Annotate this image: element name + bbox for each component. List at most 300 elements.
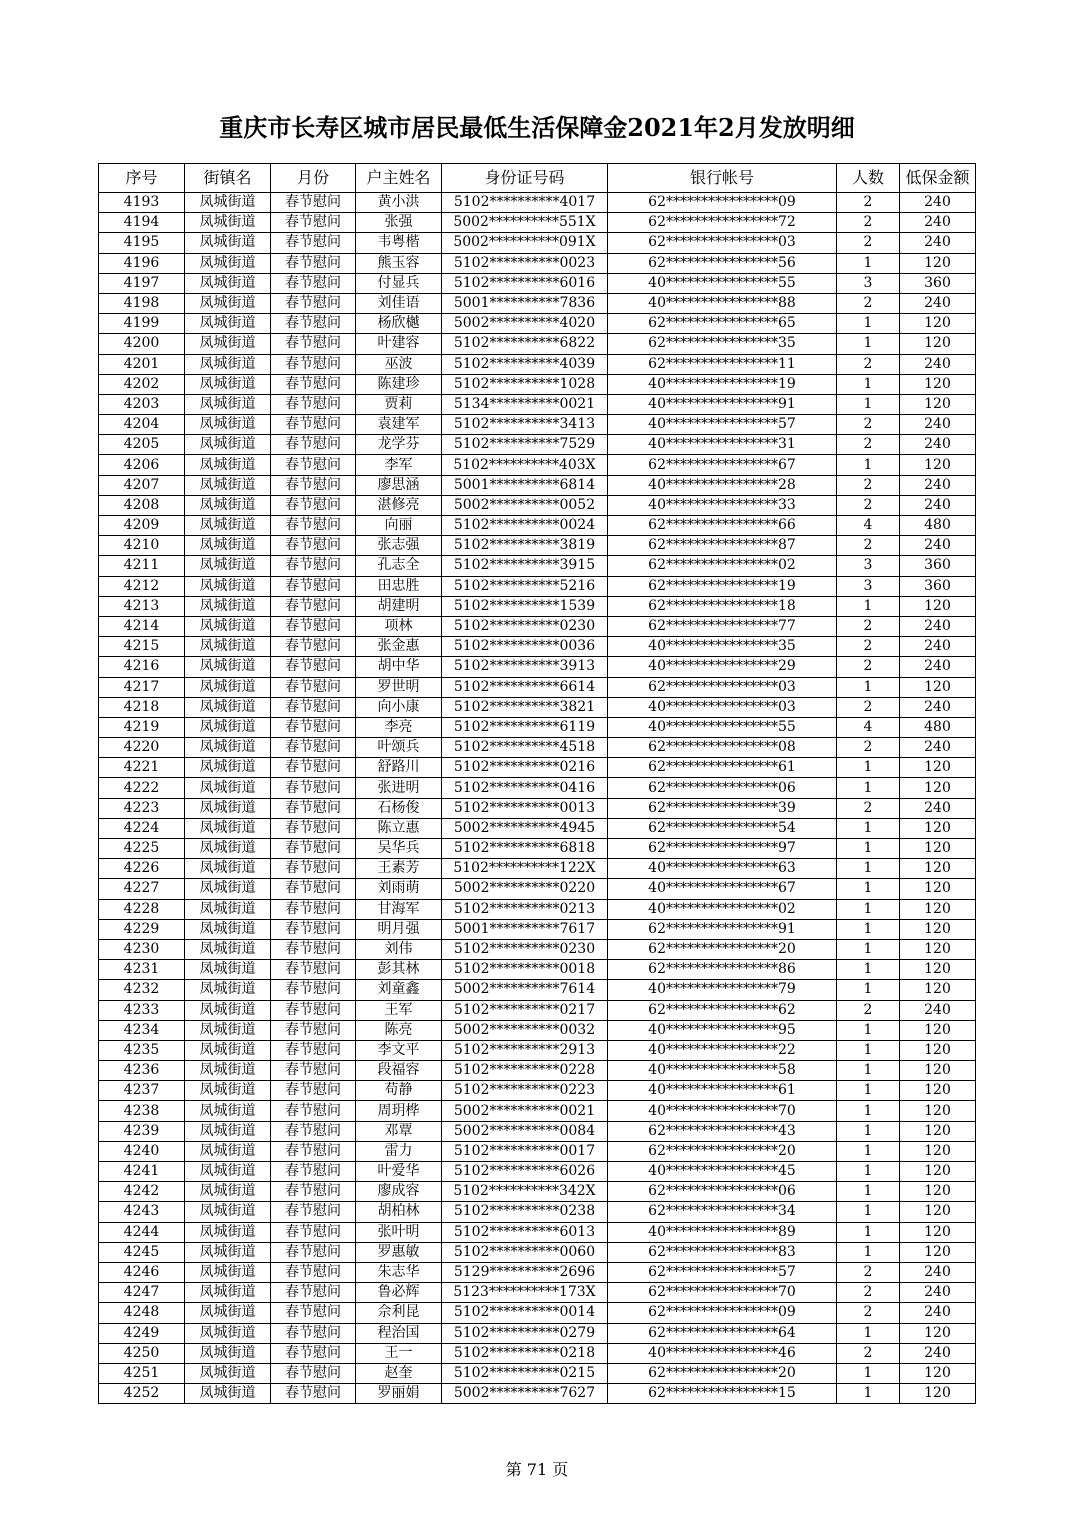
cell-people-count: 1 xyxy=(837,899,900,919)
cell-people-count: 2 xyxy=(837,697,900,717)
page-number: 第 71 页 xyxy=(505,1460,569,1479)
cell-amount: 120 xyxy=(900,1202,976,1222)
cell-householder: 张志强 xyxy=(356,536,442,556)
cell-id-number: 5102**********0217 xyxy=(442,1000,608,1020)
cell-serial: 4227 xyxy=(99,879,185,899)
cell-month: 春节慰问 xyxy=(271,354,356,374)
cell-people-count: 1 xyxy=(837,980,900,1000)
cell-id-number: 5102**********122X xyxy=(442,859,608,879)
cell-amount: 240 xyxy=(900,1303,976,1323)
cell-subdistrict: 凤城街道 xyxy=(185,334,271,354)
cell-month: 春节慰问 xyxy=(271,637,356,657)
table-row xyxy=(99,1121,976,1141)
cell-people-count: 2 xyxy=(837,1283,900,1303)
cell-householder: 李文平 xyxy=(356,1040,442,1060)
cell-bank-account: 62****************09 xyxy=(608,193,837,213)
cell-id-number: 5002**********7614 xyxy=(442,980,608,1000)
cell-id-number: 5102**********0416 xyxy=(442,778,608,798)
cell-id-number: 5102**********4017 xyxy=(442,193,608,213)
cell-id-number: 5102**********0230 xyxy=(442,616,608,636)
cell-serial: 4203 xyxy=(99,394,185,414)
cell-people-count: 2 xyxy=(837,738,900,758)
cell-amount: 360 xyxy=(900,273,976,293)
cell-bank-account: 62****************35 xyxy=(608,334,837,354)
cell-bank-account: 62****************61 xyxy=(608,758,837,778)
table-row xyxy=(99,697,976,717)
cell-householder: 廖思涵 xyxy=(356,475,442,495)
cell-householder: 巫波 xyxy=(356,354,442,374)
cell-bank-account: 40****************89 xyxy=(608,1222,837,1242)
cell-month: 春节慰问 xyxy=(271,1121,356,1141)
cell-month: 春节慰问 xyxy=(271,556,356,576)
cell-serial: 4209 xyxy=(99,516,185,536)
table-row xyxy=(99,576,976,596)
cell-bank-account: 40****************63 xyxy=(608,859,837,879)
cell-id-number: 5102**********403X xyxy=(442,455,608,475)
cell-month: 春节慰问 xyxy=(271,758,356,778)
cell-householder: 叶颂兵 xyxy=(356,738,442,758)
cell-bank-account: 40****************02 xyxy=(608,899,837,919)
cell-serial: 4206 xyxy=(99,455,185,475)
cell-people-count: 2 xyxy=(837,798,900,818)
cell-amount: 120 xyxy=(900,1242,976,1262)
table-row xyxy=(99,354,976,374)
cell-serial: 4193 xyxy=(99,193,185,213)
cell-month: 春节慰问 xyxy=(271,1040,356,1060)
table-row xyxy=(99,435,976,455)
cell-id-number: 5102**********0279 xyxy=(442,1323,608,1343)
cell-subdistrict: 凤城街道 xyxy=(185,1141,271,1161)
cell-id-number: 5102**********0216 xyxy=(442,758,608,778)
cell-householder: 邓覃 xyxy=(356,1121,442,1141)
cell-serial: 4251 xyxy=(99,1363,185,1383)
cell-month: 春节慰问 xyxy=(271,233,356,253)
cell-people-count: 1 xyxy=(837,1222,900,1242)
cell-id-number: 5102**********4518 xyxy=(442,738,608,758)
cell-bank-account: 62****************72 xyxy=(608,213,837,233)
cell-month: 春节慰问 xyxy=(271,213,356,233)
cell-amount: 360 xyxy=(900,576,976,596)
cell-subdistrict: 凤城街道 xyxy=(185,576,271,596)
cell-people-count: 1 xyxy=(837,939,900,959)
cell-id-number: 5102**********0060 xyxy=(442,1242,608,1262)
cell-subdistrict: 凤城街道 xyxy=(185,233,271,253)
cell-month: 春节慰问 xyxy=(271,455,356,475)
table-row xyxy=(99,839,976,859)
cell-people-count: 2 xyxy=(837,1262,900,1282)
table-row xyxy=(99,334,976,354)
cell-amount: 120 xyxy=(900,859,976,879)
cell-bank-account: 40****************31 xyxy=(608,435,837,455)
cell-subdistrict: 凤城街道 xyxy=(185,1061,271,1081)
cell-subdistrict: 凤城街道 xyxy=(185,1101,271,1121)
table-row xyxy=(99,798,976,818)
cell-id-number: 5102**********6016 xyxy=(442,273,608,293)
table-row xyxy=(99,677,976,697)
cell-serial: 4195 xyxy=(99,233,185,253)
cell-month: 春节慰问 xyxy=(271,1363,356,1383)
cell-month: 春节慰问 xyxy=(271,1384,356,1404)
cell-month: 春节慰问 xyxy=(271,738,356,758)
cell-people-count: 1 xyxy=(837,919,900,939)
cell-bank-account: 62****************06 xyxy=(608,1182,837,1202)
cell-month: 春节慰问 xyxy=(271,394,356,414)
cell-people-count: 2 xyxy=(837,536,900,556)
cell-id-number: 5102**********3413 xyxy=(442,415,608,435)
cell-month: 春节慰问 xyxy=(271,1141,356,1161)
cell-householder: 舒路川 xyxy=(356,758,442,778)
cell-amount: 240 xyxy=(900,637,976,657)
header-amount: 低保金额 xyxy=(900,164,976,193)
cell-serial: 4250 xyxy=(99,1343,185,1363)
table-row xyxy=(99,415,976,435)
cell-people-count: 1 xyxy=(837,1141,900,1161)
cell-subdistrict: 凤城街道 xyxy=(185,1384,271,1404)
cell-subdistrict: 凤城街道 xyxy=(185,536,271,556)
cell-month: 春节慰问 xyxy=(271,495,356,515)
cell-bank-account: 62****************66 xyxy=(608,516,837,536)
cell-bank-account: 40****************88 xyxy=(608,293,837,313)
cell-serial: 4241 xyxy=(99,1162,185,1182)
cell-id-number: 5134**********0021 xyxy=(442,394,608,414)
table-row xyxy=(99,778,976,798)
cell-serial: 4240 xyxy=(99,1141,185,1161)
table-row xyxy=(99,738,976,758)
cell-month: 春节慰问 xyxy=(271,516,356,536)
cell-serial: 4233 xyxy=(99,1000,185,1020)
cell-householder: 程治国 xyxy=(356,1323,442,1343)
cell-amount: 120 xyxy=(900,1162,976,1182)
cell-subdistrict: 凤城街道 xyxy=(185,697,271,717)
cell-subdistrict: 凤城街道 xyxy=(185,960,271,980)
cell-bank-account: 40****************19 xyxy=(608,374,837,394)
cell-serial: 4208 xyxy=(99,495,185,515)
cell-amount: 120 xyxy=(900,1061,976,1081)
cell-householder: 陈建珍 xyxy=(356,374,442,394)
cell-bank-account: 40****************22 xyxy=(608,1040,837,1060)
cell-id-number: 5102**********0017 xyxy=(442,1141,608,1161)
cell-id-number: 5102**********0238 xyxy=(442,1202,608,1222)
cell-householder: 廖成容 xyxy=(356,1182,442,1202)
cell-month: 春节慰问 xyxy=(271,939,356,959)
cell-householder: 胡建明 xyxy=(356,596,442,616)
cell-people-count: 1 xyxy=(837,960,900,980)
cell-bank-account: 62****************20 xyxy=(608,1141,837,1161)
cell-householder: 陈立惠 xyxy=(356,818,442,838)
cell-amount: 120 xyxy=(900,879,976,899)
table-row xyxy=(99,374,976,394)
cell-amount: 240 xyxy=(900,798,976,818)
cell-bank-account: 62****************06 xyxy=(608,778,837,798)
cell-householder: 张强 xyxy=(356,213,442,233)
table-row xyxy=(99,899,976,919)
cell-people-count: 1 xyxy=(837,839,900,859)
cell-people-count: 2 xyxy=(837,354,900,374)
cell-subdistrict: 凤城街道 xyxy=(185,1202,271,1222)
cell-serial: 4201 xyxy=(99,354,185,374)
cell-bank-account: 40****************46 xyxy=(608,1343,837,1363)
cell-bank-account: 62****************39 xyxy=(608,798,837,818)
cell-bank-account: 40****************29 xyxy=(608,657,837,677)
table-row xyxy=(99,1283,976,1303)
cell-people-count: 2 xyxy=(837,435,900,455)
cell-month: 春节慰问 xyxy=(271,899,356,919)
cell-people-count: 1 xyxy=(837,818,900,838)
cell-subdistrict: 凤城街道 xyxy=(185,314,271,334)
cell-serial: 4252 xyxy=(99,1384,185,1404)
cell-month: 春节慰问 xyxy=(271,778,356,798)
cell-id-number: 5001**********6814 xyxy=(442,475,608,495)
cell-subdistrict: 凤城街道 xyxy=(185,1162,271,1182)
cell-householder: 胡柏林 xyxy=(356,1202,442,1222)
cell-amount: 240 xyxy=(900,193,976,213)
cell-bank-account: 62****************87 xyxy=(608,536,837,556)
cell-householder: 胡中华 xyxy=(356,657,442,677)
cell-people-count: 2 xyxy=(837,193,900,213)
cell-bank-account: 62****************19 xyxy=(608,576,837,596)
cell-subdistrict: 凤城街道 xyxy=(185,455,271,475)
table-row xyxy=(99,556,976,576)
cell-month: 春节慰问 xyxy=(271,1061,356,1081)
cell-householder: 石杨俊 xyxy=(356,798,442,818)
cell-month: 春节慰问 xyxy=(271,919,356,939)
cell-bank-account: 40****************67 xyxy=(608,879,837,899)
cell-bank-account: 62****************09 xyxy=(608,1303,837,1323)
cell-subdistrict: 凤城街道 xyxy=(185,213,271,233)
cell-bank-account: 40****************91 xyxy=(608,394,837,414)
cell-amount: 120 xyxy=(900,960,976,980)
cell-householder: 叶爱华 xyxy=(356,1162,442,1182)
allowance-table xyxy=(98,163,976,1404)
cell-householder: 李军 xyxy=(356,455,442,475)
cell-month: 春节慰问 xyxy=(271,475,356,495)
cell-month: 春节慰问 xyxy=(271,879,356,899)
cell-people-count: 2 xyxy=(837,637,900,657)
cell-people-count: 1 xyxy=(837,859,900,879)
cell-amount: 120 xyxy=(900,980,976,1000)
cell-subdistrict: 凤城街道 xyxy=(185,516,271,536)
cell-bank-account: 62****************20 xyxy=(608,939,837,959)
cell-amount: 120 xyxy=(900,758,976,778)
cell-amount: 120 xyxy=(900,596,976,616)
cell-bank-account: 62****************97 xyxy=(608,839,837,859)
table-row xyxy=(99,1182,976,1202)
cell-month: 春节慰问 xyxy=(271,1101,356,1121)
cell-householder: 杨欣樾 xyxy=(356,314,442,334)
cell-id-number: 5102**********5216 xyxy=(442,576,608,596)
cell-month: 春节慰问 xyxy=(271,273,356,293)
cell-householder: 雷力 xyxy=(356,1141,442,1161)
cell-month: 春节慰问 xyxy=(271,717,356,737)
table-row xyxy=(99,1343,976,1363)
table-row xyxy=(99,394,976,414)
cell-householder: 张金惠 xyxy=(356,637,442,657)
table-row xyxy=(99,717,976,737)
cell-serial: 4202 xyxy=(99,374,185,394)
cell-people-count: 1 xyxy=(837,1202,900,1222)
table-row xyxy=(99,939,976,959)
cell-id-number: 5102**********0215 xyxy=(442,1363,608,1383)
cell-amount: 240 xyxy=(900,293,976,313)
cell-serial: 4225 xyxy=(99,839,185,859)
cell-month: 春节慰问 xyxy=(271,677,356,697)
cell-id-number: 5002**********091X xyxy=(442,233,608,253)
cell-id-number: 5002**********4945 xyxy=(442,818,608,838)
cell-householder: 陈亮 xyxy=(356,1020,442,1040)
cell-subdistrict: 凤城街道 xyxy=(185,637,271,657)
cell-bank-account: 40****************79 xyxy=(608,980,837,1000)
cell-id-number: 5102**********4039 xyxy=(442,354,608,374)
cell-bank-account: 62****************43 xyxy=(608,1121,837,1141)
cell-amount: 120 xyxy=(900,1101,976,1121)
cell-householder: 罗世明 xyxy=(356,677,442,697)
cell-householder: 李亮 xyxy=(356,717,442,737)
cell-serial: 4204 xyxy=(99,415,185,435)
cell-month: 春节慰问 xyxy=(271,1222,356,1242)
cell-householder: 吴华兵 xyxy=(356,839,442,859)
cell-bank-account: 62****************56 xyxy=(608,253,837,273)
cell-amount: 120 xyxy=(900,1020,976,1040)
cell-serial: 4248 xyxy=(99,1303,185,1323)
cell-id-number: 5002**********0032 xyxy=(442,1020,608,1040)
cell-householder: 张进明 xyxy=(356,778,442,798)
cell-householder: 王军 xyxy=(356,1000,442,1020)
cell-subdistrict: 凤城街道 xyxy=(185,495,271,515)
cell-people-count: 2 xyxy=(837,1343,900,1363)
cell-id-number: 5102**********6013 xyxy=(442,1222,608,1242)
cell-householder: 明月强 xyxy=(356,919,442,939)
cell-bank-account: 62****************18 xyxy=(608,596,837,616)
table-row xyxy=(99,657,976,677)
cell-serial: 4235 xyxy=(99,1040,185,1060)
cell-people-count: 1 xyxy=(837,1101,900,1121)
cell-id-number: 5102**********6026 xyxy=(442,1162,608,1182)
cell-id-number: 5102**********7529 xyxy=(442,435,608,455)
cell-serial: 4238 xyxy=(99,1101,185,1121)
cell-people-count: 1 xyxy=(837,758,900,778)
cell-subdistrict: 凤城街道 xyxy=(185,354,271,374)
cell-people-count: 2 xyxy=(837,616,900,636)
cell-people-count: 2 xyxy=(837,1000,900,1020)
cell-people-count: 3 xyxy=(837,576,900,596)
cell-householder: 苟静 xyxy=(356,1081,442,1101)
cell-subdistrict: 凤城街道 xyxy=(185,677,271,697)
cell-people-count: 1 xyxy=(837,1162,900,1182)
cell-month: 春节慰问 xyxy=(271,374,356,394)
cell-serial: 4234 xyxy=(99,1020,185,1040)
cell-month: 春节慰问 xyxy=(271,1162,356,1182)
cell-bank-account: 40****************58 xyxy=(608,1061,837,1081)
cell-id-number: 5102**********3819 xyxy=(442,536,608,556)
cell-month: 春节慰问 xyxy=(271,1323,356,1343)
cell-amount: 240 xyxy=(900,415,976,435)
cell-serial: 4247 xyxy=(99,1283,185,1303)
cell-amount: 120 xyxy=(900,1384,976,1404)
cell-amount: 240 xyxy=(900,1000,976,1020)
cell-people-count: 3 xyxy=(837,273,900,293)
cell-subdistrict: 凤城街道 xyxy=(185,1020,271,1040)
table-row xyxy=(99,495,976,515)
cell-month: 春节慰问 xyxy=(271,980,356,1000)
cell-householder: 张叶明 xyxy=(356,1222,442,1242)
table-row xyxy=(99,1323,976,1343)
cell-people-count: 2 xyxy=(837,657,900,677)
cell-bank-account: 62****************03 xyxy=(608,233,837,253)
table-row xyxy=(99,596,976,616)
cell-amount: 120 xyxy=(900,1323,976,1343)
header-serial: 序号 xyxy=(99,164,185,193)
cell-householder: 向丽 xyxy=(356,516,442,536)
cell-id-number: 5102**********0014 xyxy=(442,1303,608,1323)
cell-bank-account: 62****************83 xyxy=(608,1242,837,1262)
cell-month: 春节慰问 xyxy=(271,415,356,435)
cell-serial: 4194 xyxy=(99,213,185,233)
cell-serial: 4237 xyxy=(99,1081,185,1101)
cell-amount: 120 xyxy=(900,253,976,273)
cell-amount: 480 xyxy=(900,717,976,737)
cell-amount: 240 xyxy=(900,213,976,233)
cell-month: 春节慰问 xyxy=(271,960,356,980)
cell-id-number: 5102**********1539 xyxy=(442,596,608,616)
table-row xyxy=(99,859,976,879)
cell-bank-account: 40****************33 xyxy=(608,495,837,515)
cell-id-number: 5123**********173X xyxy=(442,1283,608,1303)
table-row xyxy=(99,1020,976,1040)
cell-subdistrict: 凤城街道 xyxy=(185,1182,271,1202)
cell-subdistrict: 凤城街道 xyxy=(185,1343,271,1363)
cell-serial: 4200 xyxy=(99,334,185,354)
cell-id-number: 5102**********0223 xyxy=(442,1081,608,1101)
cell-month: 春节慰问 xyxy=(271,839,356,859)
cell-subdistrict: 凤城街道 xyxy=(185,556,271,576)
cell-people-count: 1 xyxy=(837,1363,900,1383)
cell-bank-account: 62****************64 xyxy=(608,1323,837,1343)
cell-serial: 4224 xyxy=(99,818,185,838)
header-month: 月份 xyxy=(271,164,356,193)
table-row xyxy=(99,233,976,253)
cell-serial: 4207 xyxy=(99,475,185,495)
cell-subdistrict: 凤城街道 xyxy=(185,293,271,313)
cell-amount: 120 xyxy=(900,1081,976,1101)
cell-householder: 鲁必辉 xyxy=(356,1283,442,1303)
table-row xyxy=(99,1040,976,1060)
cell-people-count: 1 xyxy=(837,455,900,475)
cell-bank-account: 62****************15 xyxy=(608,1384,837,1404)
cell-amount: 240 xyxy=(900,536,976,556)
cell-householder: 龙学芬 xyxy=(356,435,442,455)
cell-householder: 彭其林 xyxy=(356,960,442,980)
cell-bank-account: 40****************55 xyxy=(608,273,837,293)
cell-month: 春节慰问 xyxy=(271,859,356,879)
cell-people-count: 2 xyxy=(837,293,900,313)
table-body xyxy=(99,193,976,1404)
cell-amount: 120 xyxy=(900,374,976,394)
table-row xyxy=(99,293,976,313)
cell-people-count: 1 xyxy=(837,1323,900,1343)
cell-subdistrict: 凤城街道 xyxy=(185,193,271,213)
cell-id-number: 5001**********7836 xyxy=(442,293,608,313)
cell-subdistrict: 凤城街道 xyxy=(185,980,271,1000)
cell-id-number: 5002**********4020 xyxy=(442,314,608,334)
cell-id-number: 5102**********0218 xyxy=(442,1343,608,1363)
cell-id-number: 5102**********0228 xyxy=(442,1061,608,1081)
cell-bank-account: 62****************77 xyxy=(608,616,837,636)
cell-amount: 120 xyxy=(900,1040,976,1060)
cell-serial: 4199 xyxy=(99,314,185,334)
cell-month: 春节慰问 xyxy=(271,596,356,616)
cell-subdistrict: 凤城街道 xyxy=(185,859,271,879)
cell-bank-account: 62****************70 xyxy=(608,1283,837,1303)
